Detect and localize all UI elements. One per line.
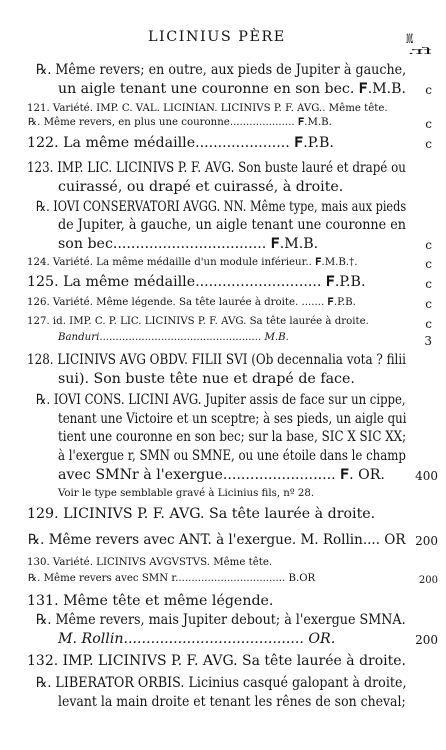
text-line: tenant une Victoire et un sceptre; à ses pieds, un aigle qui [58, 411, 407, 427]
text-line: ℞. IOVI CONS. LICINI AVG. Jupiter assis de face sur un cippe, [36, 392, 406, 408]
text-line: sui). Son buste tête nue et drapé de face. [58, 371, 355, 387]
text-line: 123. IMP. LIC. LICINIVS P. F. AVG. Son buste lauré et drapé ou [27, 160, 406, 176]
rarity-marker: c [425, 297, 432, 311]
text-line: 129. LICINIVS P. F. AVG. Sa tête laurée à droite. [27, 506, 376, 522]
rarity-marker: c [425, 317, 432, 331]
text-line: 125. La même médaille............................ 𝐅.P.B. [27, 274, 366, 290]
text-line: ℞. Même revers, en plus une couronne.................... 𝐅.M.B. [28, 117, 332, 128]
rarity-marker: c [425, 117, 432, 131]
text-line: ℞. LIBERATOR ORBIS. Licinius casqué galopant à droite, [36, 675, 407, 691]
rarity-marker: c [425, 257, 432, 271]
text-line: 121. Variété. IMP. C. VAL. LICINIAN. LICINIVS P. F. AVG.. Même tête. [27, 103, 388, 114]
text-line: 126. Variété. Même légende. Sa tête laurée à droite. ....... 𝐅.P.B. [27, 297, 356, 308]
text-line: avec SMNr à l'exergue......................... 𝐅. OR. [58, 467, 385, 483]
text-line: ℞. Même revers avec SMN r.................................. B.OR [28, 573, 316, 584]
text-line: levant la main droite et tenant les rênes de son cheval; [58, 694, 406, 710]
text-line: 124. Variété. La même médaille d'un module inférieur.. 𝐅.M.B.†. [27, 257, 358, 268]
text-line: tient une couronne en son bec; sur la base, SIC X SIC XX; [58, 429, 407, 445]
text-line: M. Rollin........................................ OR. [58, 631, 336, 647]
rarity-marker: 200 [418, 575, 438, 586]
page-number: 201 [405, 32, 413, 47]
text-line: à l'exergue r, SMN ou SMNE, ou une étoile dans le champ [58, 448, 406, 464]
rarity-marker: c [425, 238, 432, 252]
rarity-marker: c [425, 83, 432, 97]
text-line: cuirassé, ou drapé et cuirassé, à droite. [58, 179, 344, 195]
rarity-marker: 3 [424, 334, 432, 348]
text-line: un aigle tenant une couronne en son bec. 𝐅.M.B. [58, 81, 406, 97]
text-line: 132. IMP. LICINIVS P. F. AVG. Sa tête laurée à droite. [27, 653, 407, 669]
page-title: LICINIUS PÈRE [148, 29, 286, 45]
rarity-marker: c [425, 137, 432, 151]
text-line: 130. Variété. LICINIVS AVGVSTVS. Même tête. [27, 557, 273, 568]
rarity-marker: 200 [415, 534, 438, 548]
text-line: 127. id. IMP. C. P. LIC. LICINIVS P. F. AVG. Sa tête laurée à droite. [27, 316, 369, 327]
page-suffix: fr. [407, 47, 432, 57]
text-line: ℞. Même revers; en outre, aux pieds de Jupiter à gauche, [36, 62, 407, 78]
rarity-marker: 200 [415, 633, 438, 647]
rarity-marker: 400 [415, 469, 438, 483]
text-line: Banduri.................................................. M.B. [58, 332, 289, 343]
text-line: Voir le type semblable gravé à Licinius fils, nº 28. [58, 488, 315, 499]
text-line: 122. La même médaille..................... 𝐅.P.B. [27, 135, 334, 151]
rarity-marker: c [425, 277, 432, 291]
text-line: de Jupiter, à gauche, un aigle tenant une couronne en [58, 217, 407, 233]
text-line: ℞. Même revers avec ANT. à l'exergue. M. Rollin.... OR [28, 532, 406, 548]
text-line: ℞. Même revers, mais Jupiter debout; à l'exergue SMNA. [36, 612, 406, 628]
text-line: 128. LICINIVS AVG OBDV. FILII SVI (Ob decennalia vota ? filii [27, 352, 407, 368]
text-line: son bec.................................. 𝐅.M.B. [58, 236, 319, 252]
text-line: ℞. IOVI CONSERVATORI AVGG. NN. Même type, mais aux pieds [36, 199, 407, 215]
text-line: 131. Même tête et même légende. [27, 593, 274, 609]
